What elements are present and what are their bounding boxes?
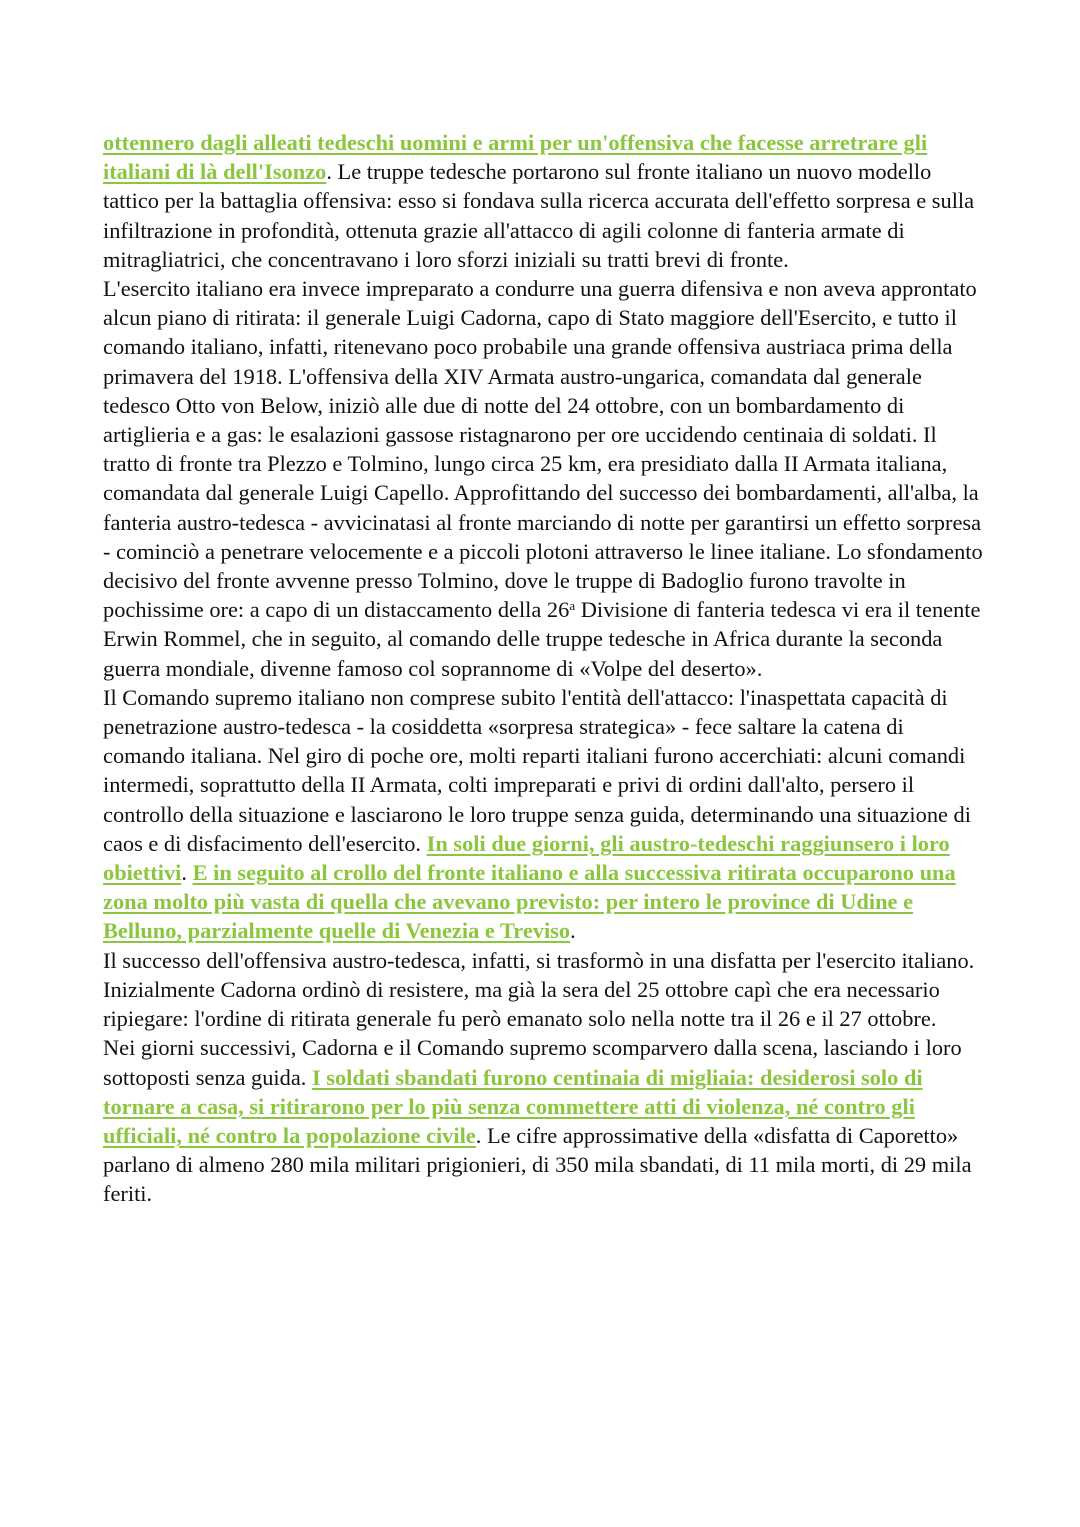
body-text: . Le truppe tedesche portarono sul fronte italiano un nuovo modello tattico per la battaglia offensiva: esso si fondava sulla ricerca accurata dell'effetto sorpresa e sulla infiltrazione in profondità, ottenuta grazie all'attacco di agili colonne di fanteria armate di mitragliatrici, che concentravano i loro sforzi iniziali su tratti brevi di fronte. bbox=[103, 159, 975, 272]
paragraph-4 bbox=[103, 946, 983, 1034]
body-text: . bbox=[570, 918, 576, 944]
paragraph-5 bbox=[103, 1033, 983, 1208]
document-page bbox=[103, 128, 983, 1209]
highlighted-text: In soli due giorni, gli austro-tedeschi raggiunsero i loro obiettivi bbox=[103, 830, 950, 886]
highlighted-text: ottennero dagli alleati tedeschi uomini e armi per un'offensiva che facesse arretrare gli italiani di là dell'Isonzo bbox=[103, 130, 928, 185]
body-text: . bbox=[181, 860, 193, 886]
highlighted-text: I soldati sbandati furono centinaia di migliaia: desiderosi solo di tornare a casa, si ritirarono per lo più senza commettere atti di violenza, né contro gli ufficiali, né contro la popolazione civile bbox=[103, 1064, 923, 1148]
body-text: Nei giorni successivi, Cadorna e il Comando supremo scomparvero dalla scena, lasciando i loro sottoposti senza guida. bbox=[103, 1035, 962, 1090]
paragraph-3 bbox=[103, 683, 983, 946]
body-text: . Le cifre approssimative della «disfatta di Caporetto» parlano di almeno 280 mila militari prigionieri, di 350 mila sbandati, di 11 mila morti, di 29 mila feriti. bbox=[103, 1122, 972, 1207]
body-text: L'esercito italiano era invece impreparato a condurre una guerra difensiva e non aveva approntato alcun piano di ritirata: il generale Luigi Cadorna, capo di Stato maggiore dell'Esercito, e tutto il comando italiano, infatti, ritenevano poco probabile una grande offensiva austriaca prima della primavera del 1918. L'offensiva della XIV Armata austro-ungarica, comandata dal generale tedesco Otto von Below, iniziò alle due di notte del 24 ottobre, con un bombardamento di artiglieria e a gas: le esalazioni gassose ristagnarono per ore uccidendo centinaia di soldati. Il tratto di fronte tra Plezzo e Tolmino, lungo circa 25 km, era presidiato dalla II Armata italiana, comandata dal generale Luigi Capello. Approfittando del successo dei bombardamenti, all'alba, la fanteria austro-tedesca - avvicinatasi al fronte marciando di notte per garantirsi un effetto sorpresa - cominciò a penetrare velocemente e a piccoli plotoni attraverso le linee italiane. Lo sfondamento decisivo del fronte avvenne presso Tolmino, dove le truppe di Badoglio furono travolte in pochissime ore: a capo di un distaccamento della 26 bbox=[103, 276, 983, 623]
body-text: Divisione di fanteria tedesca vi era il tenente Erwin Rommel, che in seguito, al comando delle truppe tedesche in Africa durante la seconda guerra mondiale, divenne famoso col soprannome di «Volpe del deserto». bbox=[103, 597, 981, 681]
paragraph-2 bbox=[103, 274, 983, 683]
body-text: Il successo dell'offensiva austro-tedesca, infatti, si trasformò in una disfatta per l'esercito italiano. Inizialmente Cadorna ordinò di resistere, ma già la sera del 25 ottobre capì che era necessario ripiegare: l'ordine di ritirata generale fu però emanato solo nella notte tra il 26 e il 27 ottobre. bbox=[103, 947, 975, 1032]
paragraph-1 bbox=[103, 128, 983, 274]
highlighted-text: E in seguito al crollo del fronte italiano e alla successiva ritirata occuparono una zona molto più vasta di quella che avevano previsto: per intero le province di Udine e Belluno, parzialmente quelle di Venezia e Treviso bbox=[103, 860, 956, 944]
body-text: Il Comando supremo italiano non comprese subito l'entità dell'attacco: l'inaspettata capacità di penetrazione austro-tedesca - la cosiddetta «sorpresa strategica» - fece saltare la catena di comando italiana. Nel giro di poche ore, molti reparti italiani furono accerchiati: alcuni comandi intermedi, soprattutto della II Armata, colti impreparati e privi di ordini dall'alto, persero il controllo della situazione e lasciarono le loro truppe senza guida, determinando una situazione di caos e di disfacimento dell'esercito. bbox=[103, 684, 971, 856]
superscript-ordinal: a bbox=[569, 598, 576, 614]
